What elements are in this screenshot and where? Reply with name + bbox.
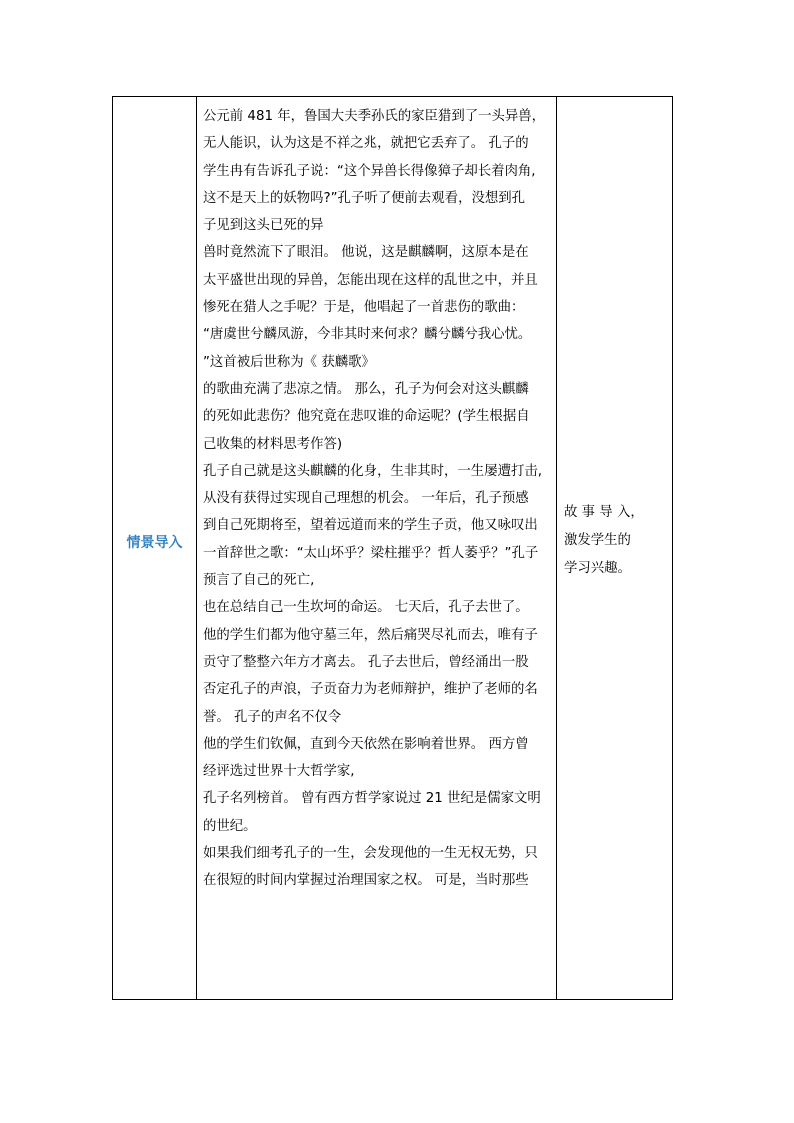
lesson-content (203, 103, 551, 895)
content-line: 太平盛世出现的异兽，怎能出现在这样的乱世之中，并且 (203, 272, 538, 288)
content-line: 己收集的材料思考作答) (203, 436, 343, 452)
content-line: 在很短的时间内掌握过治理国家之权。 可是，当时那些 (203, 873, 529, 889)
note-line: 激发学生的 (564, 533, 631, 548)
column-divider-right (556, 97, 557, 999)
content-line: 他的学生们都为他守墓三年，然后痛哭尽礼而去，唯有子 (203, 627, 538, 643)
content-line: 公元前 481 年，鲁国大夫季孙氏的家臣猎到了一头异兽， (203, 109, 546, 124)
content-line: 的死如此悲伤？他究竟在悲叹谁的命运呢？(学生根据自 (203, 409, 530, 425)
lesson-table (112, 96, 673, 1000)
content-line: 贡守了整整六年方才离去。 孔子去世后，曾经涌出一股 (203, 654, 529, 670)
content-line: 惨死在猎人之手呢？于是，他唱起了一首悲伤的歌曲： (203, 300, 525, 316)
content-line: 孔子名列榜首。 曾有西方哲学家说过 21 世纪是儒家文明 (203, 791, 541, 807)
content-line: 的世纪。 (203, 818, 257, 834)
note-line: 故 事 导 入， (564, 505, 644, 520)
content-line: 一首辞世之歌：“太山坏乎？梁柱摧乎？哲人萎乎？”孔子 (203, 545, 539, 561)
content-line: 预言了自己的死亡, (203, 573, 315, 589)
content-line: 也在总结自己一生坎坷的命运。 七天后，孔子去世了。 (203, 600, 529, 616)
content-line: 到自己死期将至，望着远道而来的学生子贡，他又咏叹出 (203, 518, 538, 534)
content-line: 如果我们细考孔子的一生，会发现他的一生无权无势，只 (203, 846, 538, 862)
content-line: 否定孔子的声浪，子贡奋力为老师辩护，维护了老师的名 (203, 682, 538, 698)
content-line: 他的学生们钦佩，直到今天依然在影响着世界。 西方曾 (203, 736, 529, 752)
content-line: 的歌曲充满了悲凉之情。 那么，孔子为何会对这头麒麟 (203, 381, 529, 397)
teaching-intent-note (564, 499, 668, 583)
note-line: 学习兴趣。 (564, 561, 631, 576)
content-line: 誉。 孔子的声名不仅令 (203, 709, 342, 725)
content-line: 无人能识，认为这是不祥之兆，就把它丢弃了。 孔子的 (203, 136, 529, 152)
section-label: 情景导入 (126, 535, 183, 551)
content-line: 兽时竟然流下了眼泪。 他说，这是麒麟啊，这原本是在 (203, 245, 529, 261)
content-line: 经评选过世界十大哲学家, (203, 764, 355, 780)
content-line: 这不是天上的妖物吗?”孔子听了便前去观看，没想到孔 (203, 190, 526, 206)
column-divider-left (196, 97, 197, 999)
content-line: 孔子自己就是这头麒麟的化身，生非其时，一生屡遭打击, (203, 463, 543, 479)
content-line: 子见到这头已死的异 (203, 218, 324, 234)
content-line: “唐虞世兮麟凤游，今非其时来何求？麟兮麟兮我心忧。 (203, 327, 532, 343)
content-line: 从没有获得过实现自己理想的机会。 一年后，孔子预感 (203, 491, 529, 507)
content-line: ”这首被后世称为《 获麟歌》 (203, 354, 375, 370)
content-line: 学生冉有告诉孔子说：“这个异兽长得像獐子却长着肉角, (203, 163, 536, 179)
